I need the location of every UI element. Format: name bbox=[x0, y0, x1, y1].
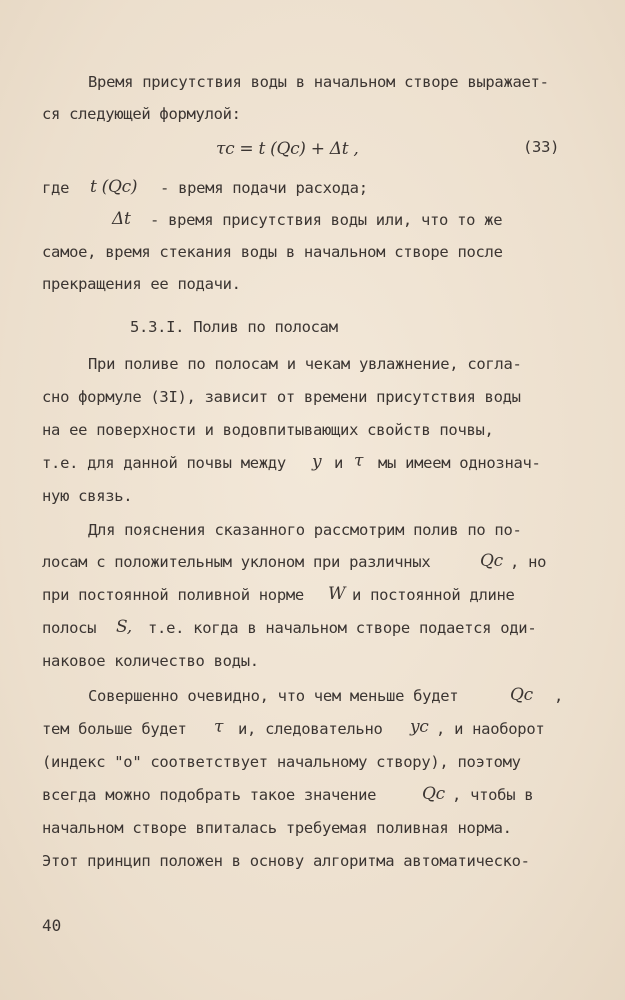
formula-inline: τ bbox=[354, 451, 364, 471]
text-line: - время присутствия воды или, что то же bbox=[150, 211, 503, 229]
formula-inline: Qс bbox=[480, 551, 503, 571]
formula-inline: W bbox=[328, 584, 346, 604]
text-line: , чтобы в bbox=[452, 786, 534, 804]
formula-inline: Δt bbox=[112, 209, 131, 229]
text-line: ся следующей формулой: bbox=[42, 105, 241, 123]
formula-inline: t (Qс) bbox=[90, 177, 138, 197]
text-line: При поливе по полосам и чекам увлажнение, согла- bbox=[88, 355, 522, 373]
text-line: на ее поверхности и водовпитывающих свойств почвы, bbox=[42, 421, 494, 439]
text-line: , bbox=[554, 687, 564, 705]
formula-inline: τ bbox=[214, 717, 224, 737]
text-line: лосам с положительным уклоном при различных bbox=[42, 553, 431, 571]
text-line: т.е. для данной почвы между bbox=[42, 454, 286, 472]
text-line: Совершенно очевидно, что чем меньше будет bbox=[88, 687, 459, 705]
text-line: полосы bbox=[42, 619, 97, 637]
text-line: всегда можно подобрать такое значение bbox=[42, 786, 377, 804]
text-line: Этот принцип положен в основу алгоритма автоматическо- bbox=[42, 852, 530, 870]
text-line: (индекс "о" соответствует начальному створу), поэтому bbox=[42, 753, 521, 771]
equation-number: (33) bbox=[523, 138, 560, 156]
text-line: Для пояснения сказанного рассмотрим полив по по- bbox=[88, 521, 522, 539]
section-heading: 5.3.I. Полив по полосам bbox=[130, 318, 338, 336]
text-line: мы имеем однознач- bbox=[378, 454, 541, 472]
text-line: прекращения ее подачи. bbox=[42, 275, 241, 293]
text-line: Время присутствия воды в начальном створе выражает- bbox=[88, 73, 549, 91]
formula-inline: yс bbox=[410, 717, 429, 737]
text-line: при постоянной поливной норме bbox=[42, 586, 304, 604]
text-line: т.е. когда в начальном створе подается оди- bbox=[148, 619, 537, 637]
text-line: , и наоборот bbox=[436, 720, 545, 738]
formula-inline: Qс bbox=[422, 784, 445, 804]
text-line: самое, время стекания воды в начальном створе после bbox=[42, 243, 503, 261]
formula-inline: y bbox=[312, 452, 322, 472]
text-line: и bbox=[334, 454, 344, 472]
formula-33: τс = t (Qс) + Δt , bbox=[216, 139, 359, 159]
text-line: ную связь. bbox=[42, 487, 133, 505]
text-line: тем больше будет bbox=[42, 720, 187, 738]
text-line: , но bbox=[510, 553, 547, 571]
text-line: и постоянной длине bbox=[352, 586, 515, 604]
text-line: начальном створе впиталась требуемая поливная норма. bbox=[42, 819, 512, 837]
text-line: и, следовательно bbox=[238, 720, 383, 738]
text-line: где bbox=[42, 179, 70, 197]
formula-inline: Qс bbox=[510, 685, 533, 705]
text-line: наковое количество воды. bbox=[42, 652, 259, 670]
text-line: - время подачи расхода; bbox=[160, 179, 368, 197]
page-number: 40 bbox=[42, 916, 62, 935]
formula-inline: S, bbox=[116, 617, 132, 637]
text-line: сно формуле (3I), зависит от времени присутствия воды bbox=[42, 388, 521, 406]
